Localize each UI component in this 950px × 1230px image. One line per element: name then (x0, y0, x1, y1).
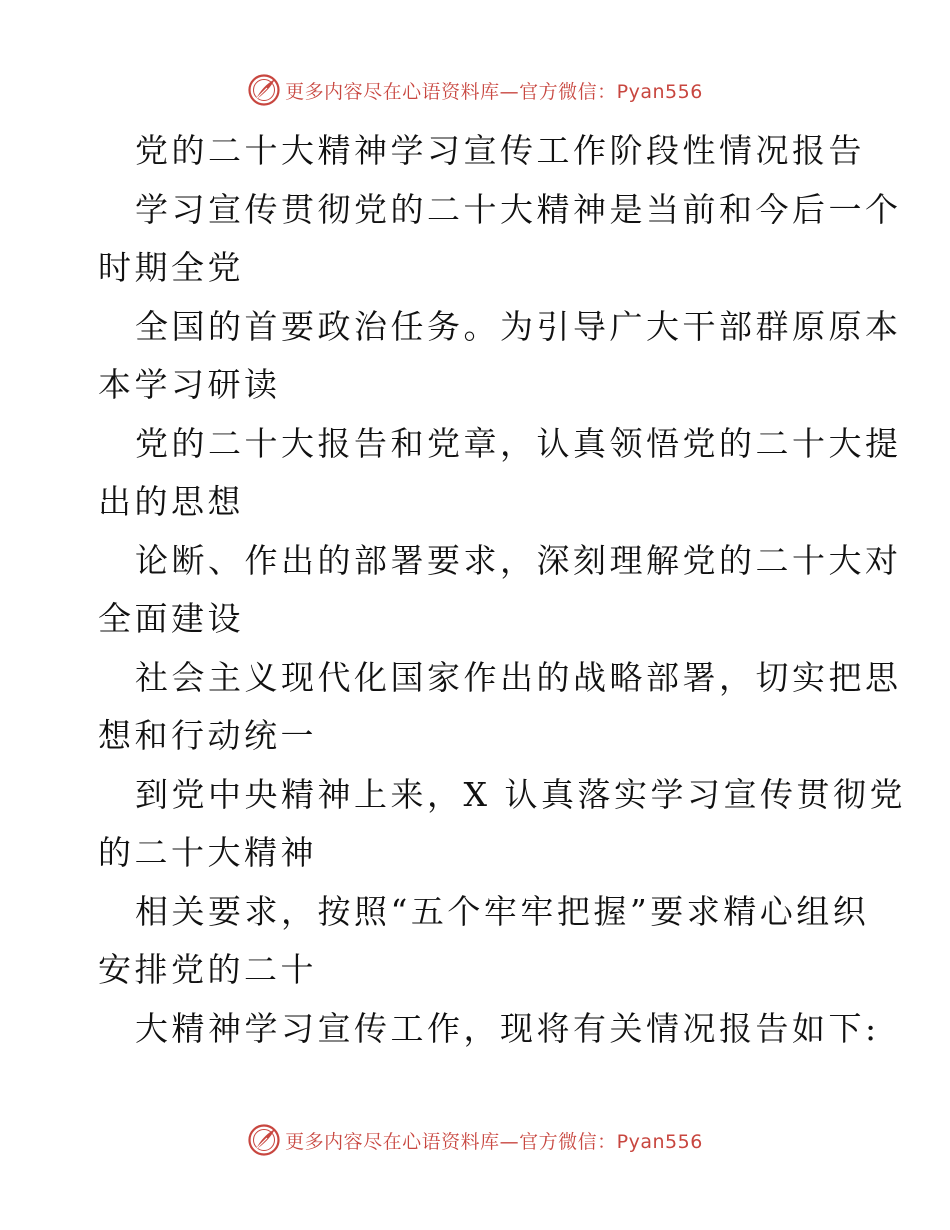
document-body (98, 122, 906, 1058)
paragraph-line: 到党中央精神上来，X 认真落实学习宣传贯彻党 (135, 774, 906, 814)
paragraph-line: 社会主义现代化国家作出的战略部署，切实把思 (135, 657, 902, 697)
paragraph-line: 安排党的二十 (98, 950, 317, 989)
paragraph-line: 学习宣传贯彻党的二十大精神是当前和今后一个 (135, 189, 902, 229)
paragraph-line: 大精神学习宣传工作，现将有关情况报告如下: (135, 1008, 880, 1048)
header-watermark (0, 70, 950, 110)
paragraph-line: 时期全党 (98, 248, 244, 287)
paragraph-line: 想和行动统一 (98, 716, 317, 755)
footer-watermark (0, 1120, 950, 1160)
paragraph-line: 本学习研读 (98, 365, 281, 404)
paragraph-line: 出的思想 (98, 482, 244, 521)
paragraph-line: 全面建设 (98, 599, 244, 638)
feather-pen-seal-icon (247, 1123, 281, 1157)
feather-pen-seal-icon (247, 73, 281, 107)
paragraph-line: 党的二十大报告和党章，认真领悟党的二十大提 (135, 423, 902, 463)
paragraph-line: 的二十大精神 (98, 833, 317, 872)
watermark-text: 更多内容尽在心语资料库—官方微信：Pyan556 (285, 1130, 703, 1153)
paragraph-line: 论断、作出的部署要求，深刻理解党的二十大对 (135, 540, 902, 580)
paragraph-line: 相关要求，按照“五个牢牢把握”要求精心组织 (135, 891, 870, 931)
document-title: 党的二十大精神学习宣传工作阶段性情况报告 (135, 131, 865, 170)
watermark-text: 更多内容尽在心语资料库—官方微信：Pyan556 (285, 80, 703, 103)
paragraph-line: 全国的首要政治任务。为引导广大干部群原原本 (135, 306, 902, 346)
